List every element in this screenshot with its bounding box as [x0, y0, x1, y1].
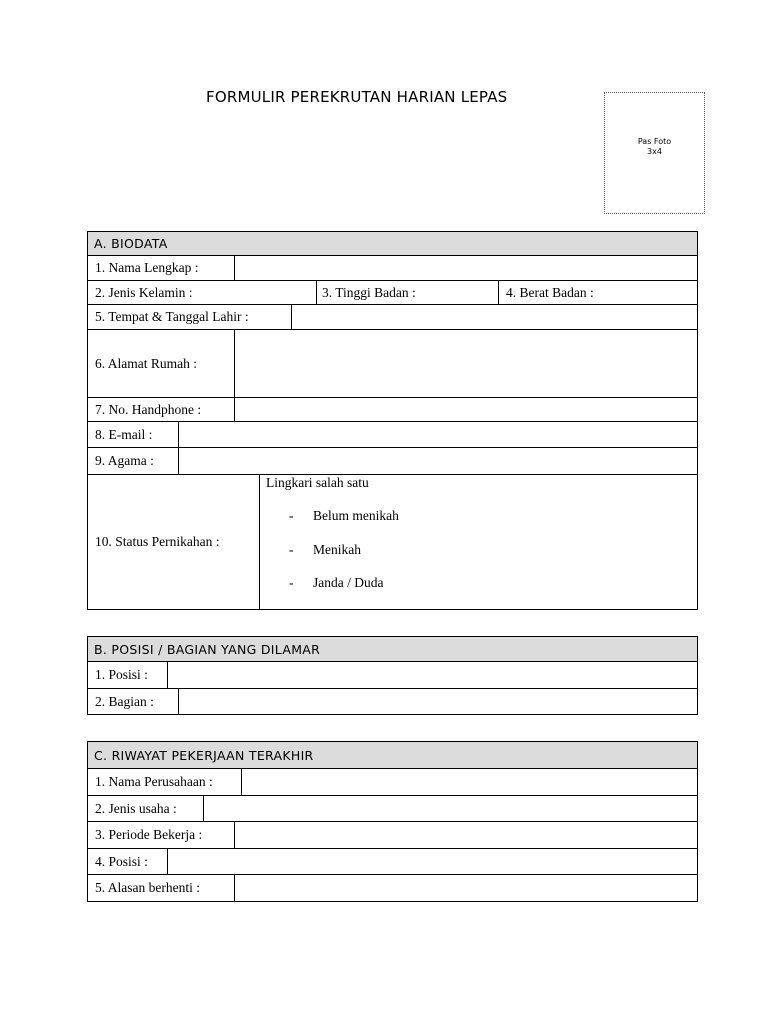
- field-agama[interactable]: [179, 448, 697, 474]
- row-alamat: [88, 330, 697, 398]
- field-tempat-tanggal-lahir[interactable]: [292, 305, 697, 329]
- field-alasan-berhenti[interactable]: [235, 875, 697, 901]
- field-nama-perusahaan[interactable]: [242, 769, 697, 795]
- label-jenis-kelamin[interactable]: 2. Jenis Kelamin :: [95, 284, 193, 300]
- section-biodata: [87, 231, 698, 610]
- label-berat-badan[interactable]: 4. Berat Badan :: [506, 284, 594, 300]
- field-jenis-usaha[interactable]: [204, 796, 697, 821]
- label-bagian: 2. Bagian :: [95, 693, 154, 709]
- section-posisi: [87, 636, 698, 715]
- field-status-pernikahan: [260, 475, 697, 609]
- row-posisi: [88, 662, 697, 689]
- section-riwayat-heading: C. RIWAYAT PEKERJAAN TERAKHIR: [88, 742, 697, 769]
- label-no-handphone: 7. No. Handphone :: [95, 401, 202, 417]
- field-alamat-rumah[interactable]: [235, 330, 697, 397]
- label-alamat-rumah: 6. Alamat Rumah :: [95, 355, 197, 371]
- field-no-handphone[interactable]: [235, 398, 697, 421]
- photo-size: 3x4: [647, 147, 662, 156]
- label-agama: 9. Agama :: [95, 453, 154, 468]
- label-nama-perusahaan: 1. Nama Perusahaan :: [95, 774, 213, 789]
- status-option-belum-menikah[interactable]: - Belum menikah: [289, 508, 399, 523]
- field-bagian[interactable]: [179, 689, 697, 714]
- row-agama: [88, 448, 697, 475]
- row-fisik: [88, 281, 697, 305]
- row-nama-perusahaan: [88, 769, 697, 796]
- label-tinggi-badan[interactable]: 3. Tinggi Badan :: [322, 284, 416, 300]
- section-biodata-heading: A. BIODATA: [88, 232, 697, 256]
- label-posisi: 1. Posisi :: [95, 667, 148, 682]
- row-periode-bekerja: [88, 822, 697, 849]
- label-alasan-berhenti: 5. Alasan berhenti :: [95, 880, 200, 895]
- field-posisi-terakhir[interactable]: [168, 849, 697, 874]
- row-posisi-terakhir: [88, 849, 697, 875]
- label-posisi-terakhir: 4. Posisi :: [95, 853, 148, 869]
- row-nama-lengkap: [88, 256, 697, 281]
- form-title: FORMULIR PEREKRUTAN HARIAN LEPAS: [206, 88, 508, 106]
- photo-placeholder[interactable]: [604, 92, 705, 214]
- label-tempat-tanggal-lahir: 5. Tempat & Tanggal Lahir :: [95, 309, 249, 324]
- label-periode-bekerja: 3. Periode Bekerja :: [95, 827, 203, 842]
- status-option-menikah[interactable]: - Menikah: [289, 542, 361, 557]
- field-periode-bekerja[interactable]: [235, 822, 697, 848]
- section-posisi-heading: B. POSISI / BAGIAN YANG DILAMAR: [88, 637, 697, 662]
- row-alasan-berhenti: [88, 875, 697, 901]
- section-riwayat-pekerjaan: [87, 741, 698, 902]
- row-ttl: [88, 305, 697, 330]
- field-posisi[interactable]: [168, 662, 697, 688]
- label-email: 8. E-mail :: [95, 426, 153, 442]
- row-bagian: [88, 689, 697, 714]
- label-status-pernikahan: 10. Status Pernikahan :: [95, 534, 220, 549]
- label-nama-lengkap: 1. Nama Lengkap :: [95, 260, 199, 275]
- status-note: Lingkari salah satu: [266, 475, 369, 490]
- photo-label: Pas Foto: [637, 137, 672, 146]
- row-jenis-usaha: [88, 796, 697, 822]
- row-handphone: [88, 398, 697, 422]
- field-email[interactable]: [179, 422, 697, 447]
- row-status-pernikahan: [88, 475, 697, 609]
- label-jenis-usaha: 2. Jenis usaha :: [95, 800, 177, 816]
- status-option-janda-duda[interactable]: - Janda / Duda: [289, 575, 384, 590]
- field-nama-lengkap[interactable]: [235, 256, 697, 280]
- row-email: [88, 422, 697, 448]
